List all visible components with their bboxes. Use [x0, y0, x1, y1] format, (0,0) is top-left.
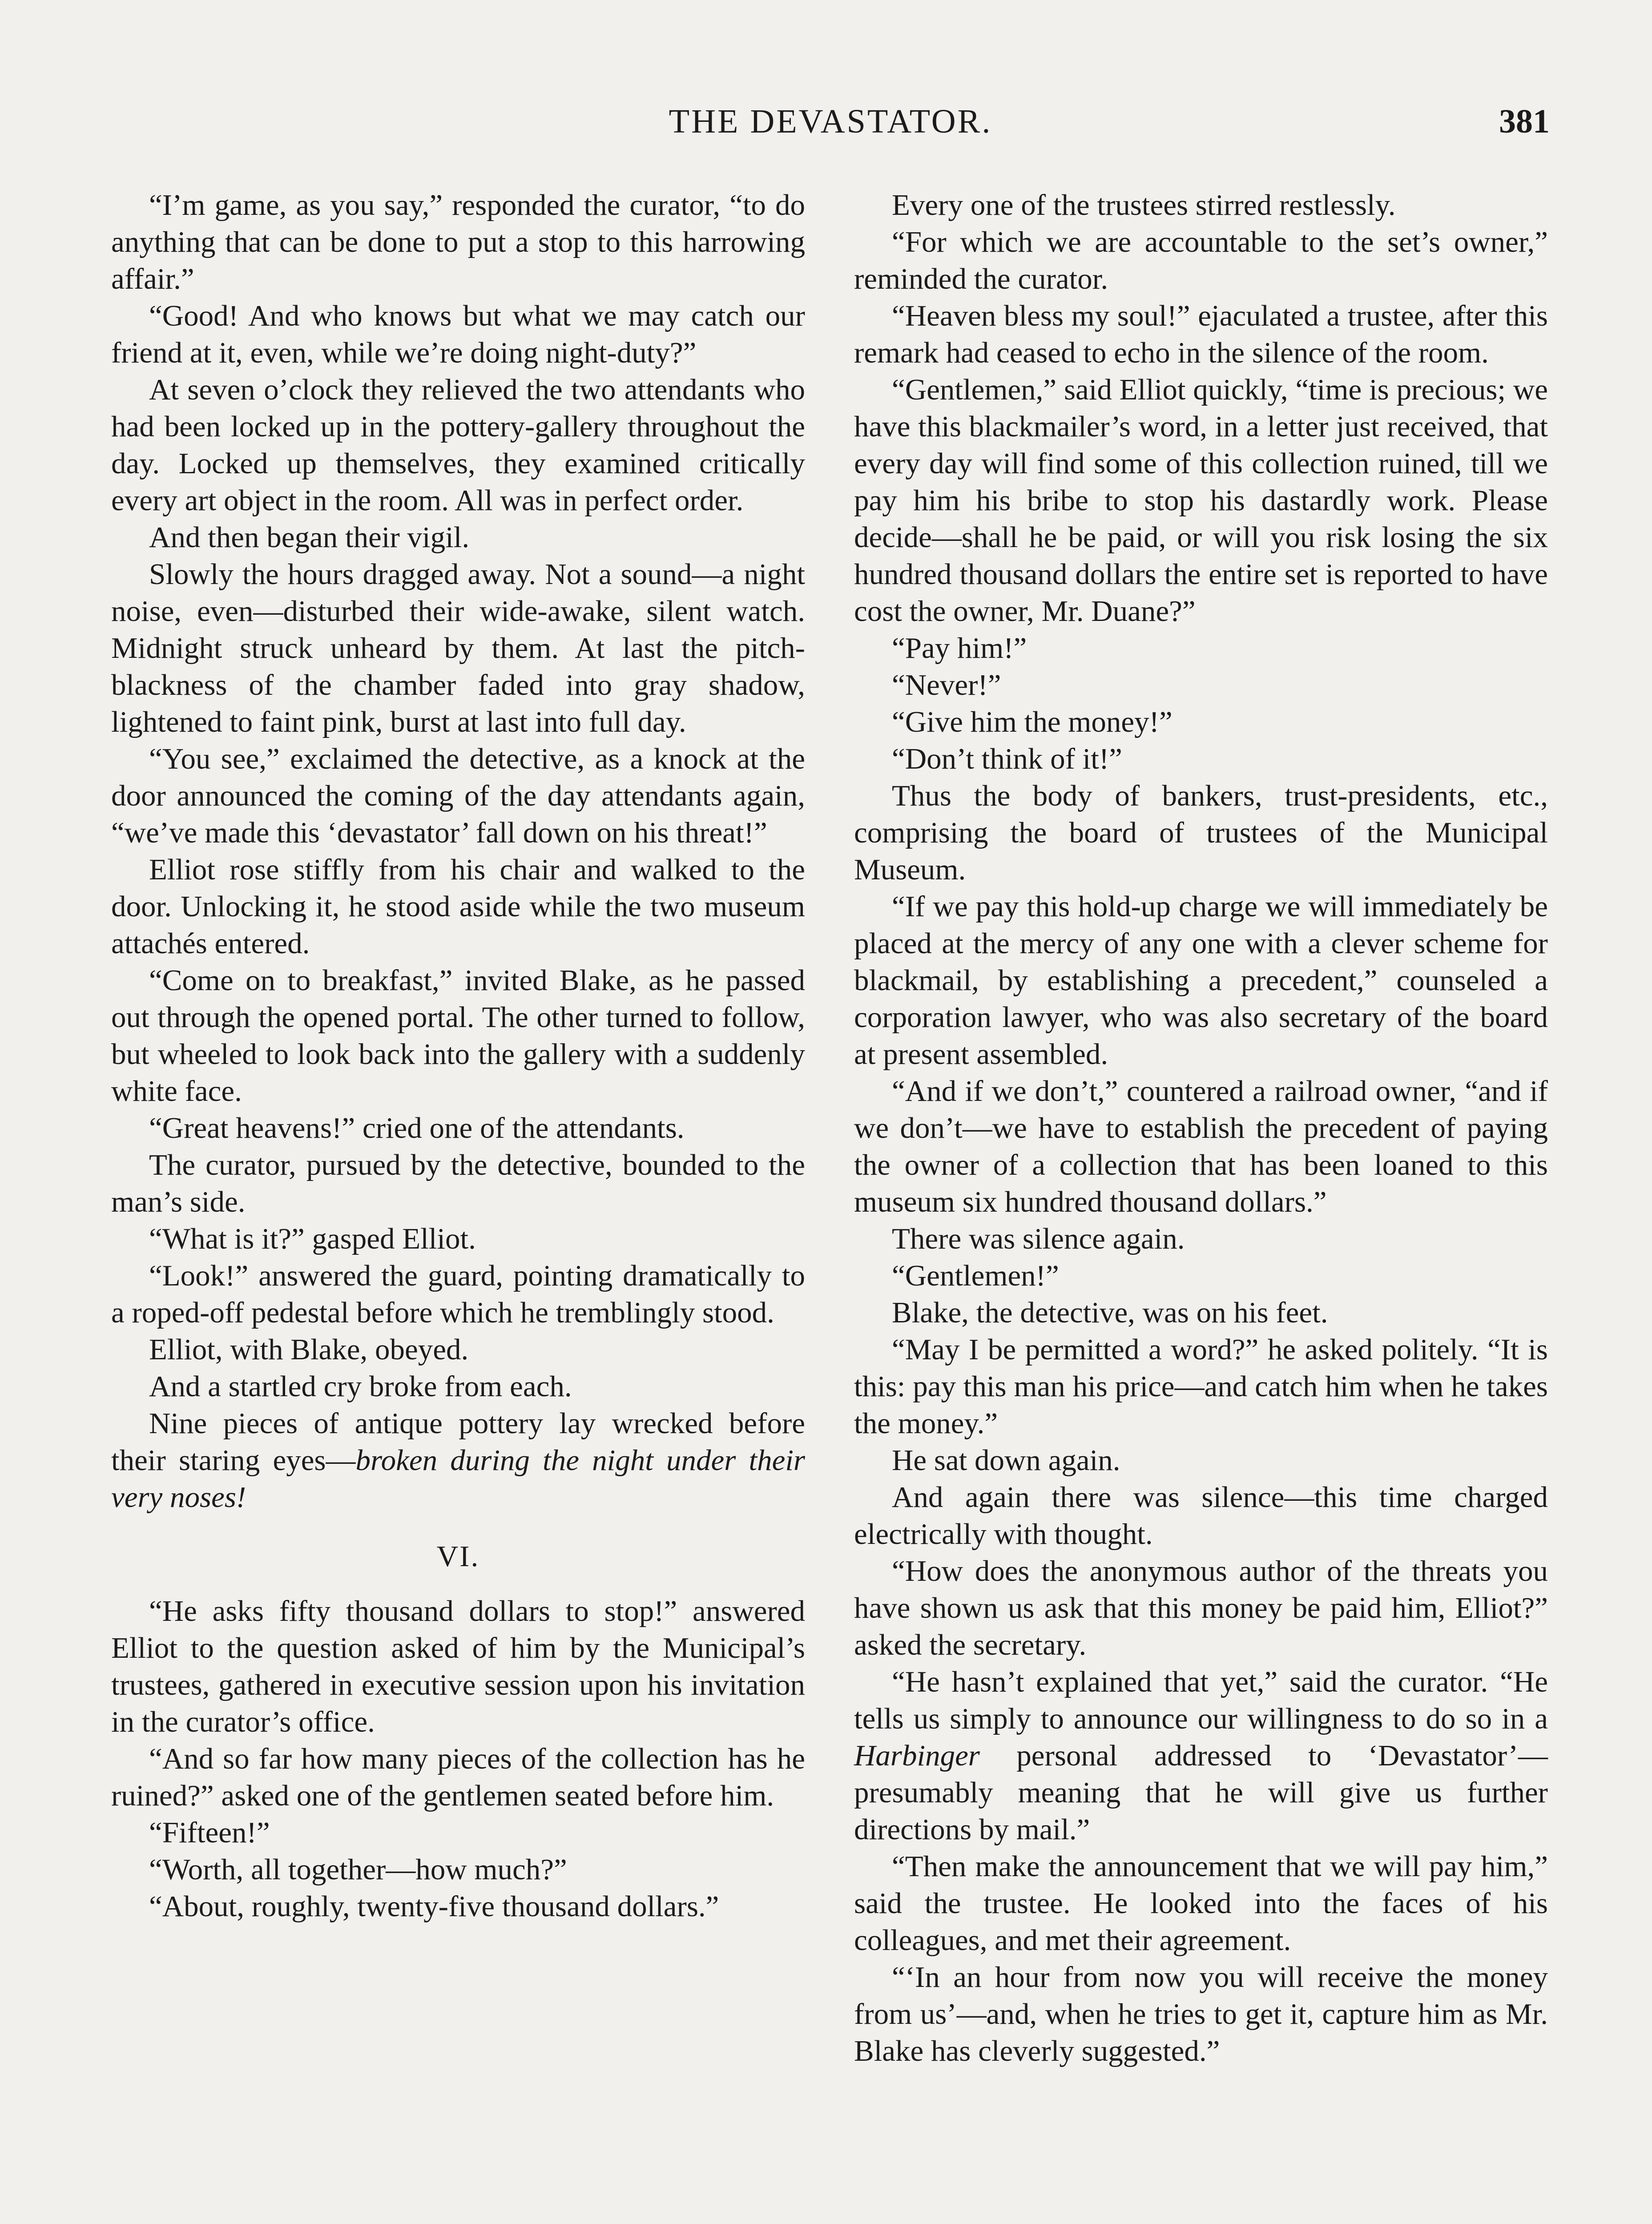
paragraph: Slowly the hours dragged away. Not a sound—a night noise, even—disturbed their wide-awake, silent watch. Midnight struck unheard by them. At last the pitch-blackness of the chamber faded into gray shadow, lightened to faint pink, burst at last into full day.: [111, 558, 805, 738]
paragraph: Elliot rose stiffly from his chair and walked to the door. Unlocking it, he stood aside while the two museum attachés entered.: [111, 853, 805, 960]
harbinger-italic: Harbinger: [854, 1739, 980, 1772]
paragraph: “Pay him!”: [892, 632, 1027, 665]
right-paragraphs-before: [854, 187, 1548, 1664]
harbinger-paragraph: [854, 1664, 1548, 1848]
paragraph: “Good! And who knows but what we may catch our friend at it, even, while we’re doing night-duty?”: [111, 299, 805, 369]
paragraph: “If we pay this hold-up charge we will immediately be placed at the mercy of any one with a clever scheme for blackmail, by establishing a precedent,” counseled a corporation lawyer, who was also secretary of the board at present assembled.: [854, 890, 1548, 1071]
page-number: 381: [1499, 103, 1550, 140]
paragraph: “He asks fifty thousand dollars to stop!” answered Elliot to the question asked of him by the Municipal’s trustees, gathered in executive session upon his invitation in the curator’s office.: [111, 1595, 805, 1738]
left-paragraphs-after: [111, 1593, 805, 1925]
left-paragraphs-before: [111, 187, 805, 1405]
paragraph: The curator, pursued by the detective, bounded to the man’s side.: [111, 1148, 805, 1218]
paragraph: And then began their vigil.: [149, 521, 470, 554]
harbinger-before: “He hasn’t explained that yet,” said the curator. “He tells us simply to announce our willingness to do so in a: [854, 1665, 1548, 1735]
paragraph: “Gentlemen!”: [892, 1259, 1059, 1292]
paragraph: “Come on to breakfast,” invited Blake, as he passed out through the opened portal. The other turned to follow, but wheeled to look back into the gallery with a suddenly white face.: [111, 964, 805, 1108]
paragraph: “For which we are accountable to the set’s owner,” reminded the curator.: [854, 226, 1548, 295]
paragraph: “Give him the money!”: [892, 705, 1173, 738]
paragraph: Blake, the detective, was on his feet.: [892, 1296, 1328, 1329]
paragraph: “May I be permitted a word?” he asked politely. “It is this: pay this man his price—and catch him when he takes the money.”: [854, 1333, 1548, 1440]
paragraph: “Heaven bless my soul!” ejaculated a trustee, after this remark had ceased to echo in the silence of the room.: [854, 299, 1548, 369]
paragraph: “Don’t think of it!”: [892, 742, 1122, 775]
paragraph: There was silence again.: [892, 1222, 1185, 1255]
paragraph: “You see,” exclaimed the detective, as a knock at the door announced the coming of the day attendants again, “we’ve made this ‘devastator’ fall down on his threat!”: [111, 742, 805, 849]
paragraph: “And if we don’t,” countered a railroad owner, “and if we don’t—we have to establish the precedent of paying the owner of a collection that has been loaned to this museum six hundred thousand dollars.”: [854, 1075, 1548, 1218]
paragraph: “‘In an hour from now you will receive the money from us’—and, when he tries to get it, capture him as Mr. Blake has cleverly suggested.”: [854, 1961, 1548, 2067]
final-paragraph: [111, 1405, 805, 1516]
harbinger-after: personal addressed to ‘Devastator’—presumably meaning that he will give us further directions by mail.”: [854, 1739, 1548, 1846]
paragraph: Thus the body of bankers, trust-presidents, etc., comprising the board of trustees of the Municipal Museum.: [854, 779, 1548, 886]
paragraph: “About, roughly, twenty-five thousand dollars.”: [149, 1890, 719, 1923]
paragraph: At seven o’clock they relieved the two attendants who had been locked up in the pottery-gallery throughout the day. Locked up themselves, they examined critically every art object in the room. All was in perfect order.: [111, 373, 805, 517]
paragraph: And a startled cry broke from each.: [149, 1370, 572, 1403]
paragraph: He sat down again.: [892, 1444, 1120, 1477]
paragraph: “Gentlemen,” said Elliot quickly, “time is precious; we have this blackmailer’s word, in a letter just received, that every day will find some of this collection ruined, till we pay him his bribe to stop his dastardly work. Please decide—shall he be paid, or will you risk losing the six hundred thousand dollars the entire set is reported to have cost the owner, Mr. Duane?”: [854, 373, 1548, 628]
paragraph: “How does the anonymous author of the threats you have shown us ask that this money be paid him, Elliot?” asked the secretary.: [854, 1555, 1548, 1661]
paragraph: “Worth, all together—how much?”: [149, 1853, 567, 1886]
paragraph: “Look!” answered the guard, pointing dramatically to a roped-off pedestal before which he tremblingly stood.: [111, 1259, 805, 1329]
paragraph: “Fifteen!”: [149, 1816, 270, 1849]
paragraph: And again there was silence—this time charged electrically with thought.: [854, 1481, 1548, 1551]
paragraph: Elliot, with Blake, obeyed.: [149, 1333, 469, 1366]
paragraph: “And so far how many pieces of the collection has he ruined?” asked one of the gentlemen seated before him.: [111, 1742, 805, 1812]
paragraph: “What is it?” gasped Elliot.: [149, 1222, 476, 1255]
final-paragraph-text: Nine pieces of antique pottery lay wrecked before their staring eyes—: [111, 1407, 805, 1477]
paragraph: “Never!”: [892, 669, 1001, 701]
paragraph: “I’m game, as you say,” responded the curator, “to do anything that can be done to put a stop to this harrowing affair.”: [111, 189, 805, 295]
page-header: [111, 93, 1550, 160]
right-paragraphs-after: [854, 1848, 1548, 2070]
running-title: THE DEVASTATOR.: [669, 103, 992, 140]
final-paragraph-italic: broken during the night under their very noses!: [111, 1444, 806, 1514]
section-heading: VI.: [436, 1540, 480, 1573]
paragraph: “Great heavens!” cried one of the attendants.: [149, 1112, 685, 1144]
left-column: [111, 187, 805, 1925]
paragraph: “Then make the announcement that we will pay him,” said the trustee. He looked into the faces of his colleagues, and met their agreement.: [854, 1850, 1548, 1957]
paragraph: Every one of the trustees stirred restlessly.: [892, 189, 1396, 222]
right-column: [854, 187, 1548, 2070]
